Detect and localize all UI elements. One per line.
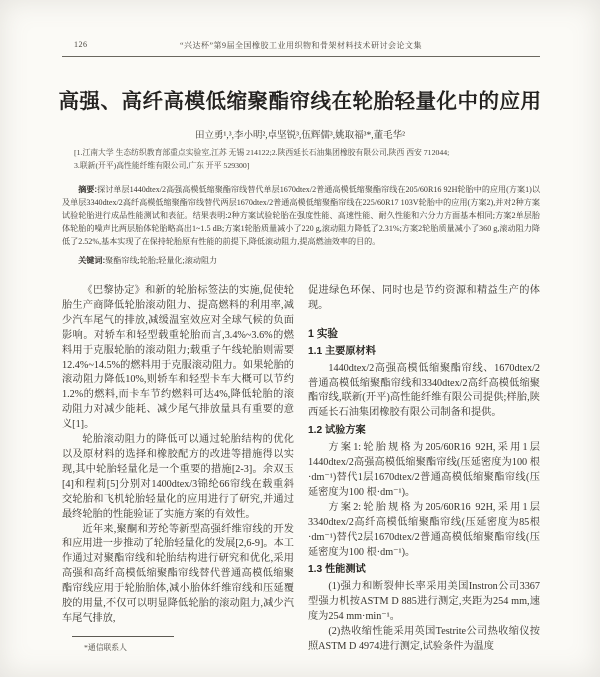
running-title: “兴达杯”第9届全国橡胶工业用织物和骨架材料技术研讨会论文集 bbox=[179, 41, 423, 50]
affiliation-line-1: [1.江南大学 生态纺织教育部重点实验室,江苏 无锡 214122;2.陕西延长石油集团橡胶有限公司,陕西 西安 712044; bbox=[74, 148, 450, 157]
paragraph-scheme-2: 方案2:轮胎规格为205/60R16 92H,采用1层3340dtex/2高纤高模低缩聚酯帘线(压延密度为85根·dm⁻¹)替代2层1670dtex/2普通高模低缩聚酯帘线(压延密度为100 根·dm⁻¹)。 bbox=[308, 501, 540, 558]
page-number: 126 bbox=[74, 40, 88, 49]
authors-line: 田立勇¹,³,李小明²,卓坚锐³,伍辉儒³,姚取福³*,董毛华² bbox=[195, 131, 405, 141]
affiliations bbox=[74, 146, 530, 172]
paragraph-test-2: (2)热收缩性能采用英国Testrite公司热收缩仪按照ASTM D 4974进行测定,试验条件为温度 bbox=[308, 626, 540, 652]
abstract-text: 探讨单层1440dtex/2高强高模低缩聚酯帘线替代单层1670dtex/2普通高模低缩聚酯帘线在205/60R16 92H轮胎中的应用(方案1)以及单层3340dtex/2高纤高模低缩聚酯帘线替代两层1670dtex/2普通高模低缩聚酯帘线在225/60R17 103V轮胎中的应用(方案2),并对2种方案试验轮胎进行成品性能测试和表征。结果表明:2种方案试验轮胎在强度性能、高速性能、耐久性能和六分力方面基本相同;方案2单层胎体轮胎的噪声比两层胎体轮胎略高出1~1.5 dB;方案1轮胎质量减小了220 g,滚动阻力降低了2.31%;方案2轮胎质量减小了360 g,滚动阻力降低了2.52%,基本实现了在保持轮胎原有性能的前提下,降低滚动阻力,提高燃油效率的目的。 bbox=[62, 185, 540, 247]
footnote-divider bbox=[72, 636, 174, 637]
corresponding-author-footnote: *通信联系人 bbox=[84, 642, 127, 652]
abstract-block bbox=[62, 183, 540, 248]
paragraph-intro-3: 近年来,聚酮和芳纶等新型高强纤维帘线的开发和应用进一步推动了轮胎轻量化的发展[2,6-9]。本工作通过对聚酯帘线和轮胎结构进行研究和优化,采用高强和高纤高模低缩聚酯帘线替代普通高模低缩聚酯帘线应用于轮胎胎体,减小胎体纤维帘线和压延覆胶的用量,不仅可以明显降低轮胎的滚动阻力,减少汽车尾气排放, bbox=[62, 523, 294, 624]
paragraph-scheme-1: 方案1:轮胎规格为205/60R16 92H,采用1层1440dtex/2高强高模低缩聚酯帘线(压延密度为100 根·dm⁻¹)替代1层1670dtex/2普通高模低缩聚酯帘线(压延密度为100 根·dm⁻¹)。 bbox=[308, 442, 540, 498]
left-column bbox=[62, 284, 294, 656]
abstract-label: 摘要: bbox=[78, 185, 98, 194]
right-column bbox=[308, 284, 540, 656]
keywords-block bbox=[62, 255, 540, 266]
section-heading-experiment: 1 实验 bbox=[308, 327, 339, 340]
subsection-heading-materials: 1.1 主要原材料 bbox=[308, 345, 376, 357]
body-columns bbox=[62, 284, 540, 656]
affiliation-line-2: 3.联新(开平)高性能纤维有限公司,广东 开平 529300] bbox=[74, 161, 250, 170]
paragraph-materials: 1440dtex/2高强高模低缩聚酯帘线、1670dtex/2普通高模低缩聚酯帘线和3340dtex/2高纤高模低缩聚酯帘线,联新(开平)高性能纤维有限公司提供;样胎,陕西延长石油集团橡胶有限公司制备和提供。 bbox=[308, 362, 540, 419]
keywords-label: 关键词: bbox=[78, 256, 106, 265]
paper-title: 高强、高纤高模低缩聚酯帘线在轮胎轻量化中的应用 bbox=[58, 90, 542, 113]
page-header bbox=[62, 40, 540, 54]
paragraph-intro-2: 轮胎滚动阻力的降低可以通过轮胎结构的优化以及原材料的选择和橡胶配方的改进等措施得以实现,其中轮胎轻量化是一个重要的措施[2-3]。余双玉[4]和程莉[5]分别对1400dtex/3锦纶66帘线在载重斜交轮胎和飞机轮胎轻量化的应用进行了研究,并通过最终轮胎的性能验证了实施方案的有效性。 bbox=[62, 434, 294, 520]
subsection-heading-test: 1.3 性能测试 bbox=[308, 564, 366, 576]
keywords-text: 聚酯帘线;轮胎;轻量化;滚动阻力 bbox=[105, 256, 218, 265]
paragraph-intro-1: 《巴黎协定》和新的轮胎标签法的实施,促使轮胎生产商降低轮胎滚动阻力、提高燃料的利用率,减少汽车尾气的排放,减缓温室效应对全球气候的负面影响。对轿车和轻型载重轮胎而言,3.4%~3.6%的燃料用于克服轮胎的滚动阻力;载重子午线轮胎则需要12.4%~14.5%的燃料用于克服滚动阻力。如果轮胎的滚动阻力降低10%,则轿车和轻型卡车大概可以节约1.2%的燃料,而卡车节约燃料可达4%,降低轮胎的滚动阻力对减少能耗、减少尾气排放量具有重要的意义[1]。 bbox=[62, 285, 294, 431]
paragraph-continuation: 促进绿色环保、同时也是节约资源和精益生产的体现。 bbox=[308, 285, 540, 311]
paragraph-test-1: (1)强力和断裂伸长率采用美国Instron公司3367型强力机按ASTM D 885进行测定,夹距为254 mm,速度为254 mm·min⁻¹。 bbox=[308, 581, 540, 623]
subsection-heading-scheme: 1.2 试验方案 bbox=[308, 425, 366, 437]
header-divider bbox=[62, 56, 540, 57]
